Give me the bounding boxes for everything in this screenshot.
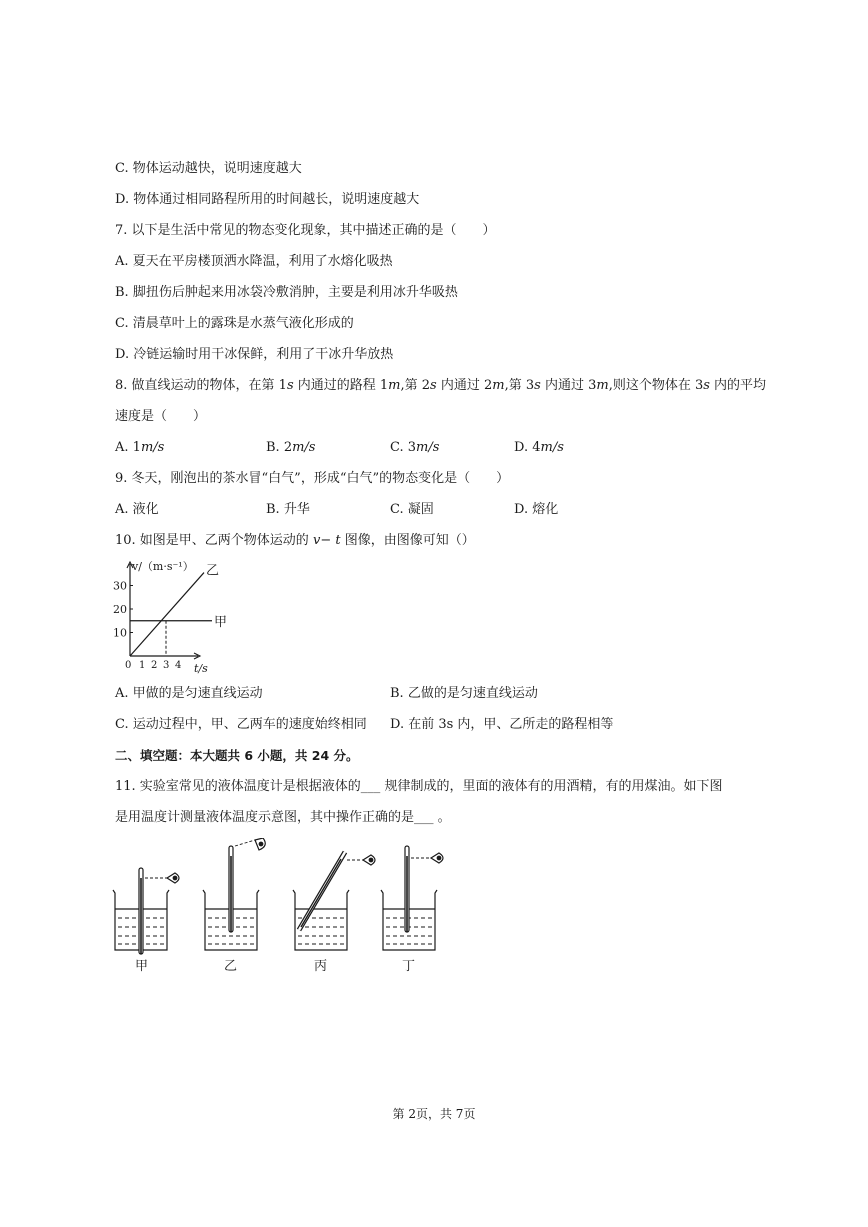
- q8-stem-text: 内通过的路程 1: [293, 378, 389, 393]
- beaker-bing: [293, 852, 375, 950]
- section-heading: 二、填空题：本大题共 6 小题，共 24 分。: [115, 748, 359, 763]
- q10-stem-text: 图像，由图像可知（）: [344, 533, 475, 548]
- option-text: A. 1: [115, 440, 141, 455]
- q8-stem-line2: 速度是（ ）: [115, 409, 207, 424]
- q8-stem-text: 内通过 2: [436, 378, 493, 393]
- q7-option-d: D. 冷链运输时用干冰保鲜，利用了干冰升华放热: [115, 347, 394, 362]
- x-axis-label: t/s: [194, 662, 208, 675]
- unit-ms: m/s: [416, 440, 440, 455]
- unit-s: s: [286, 378, 294, 393]
- q10-option-a: A. 甲做的是匀速直线运动: [115, 686, 263, 701]
- x-tick-label: 3: [163, 660, 170, 671]
- q8-option-d: [514, 439, 564, 457]
- q9-option-b: B. 升华: [266, 502, 310, 517]
- unit-m: m: [596, 378, 609, 393]
- x-tick-label: 2: [151, 660, 158, 671]
- q6-option-d: D. 物体通过相同路程所用的时间越长，说明速度越大: [115, 192, 420, 207]
- q7-option-a: A. 夏天在平房楼顶洒水降温，利用了水熔化吸热: [115, 254, 393, 269]
- vt-chart: [110, 558, 250, 678]
- unit-s: s: [703, 378, 710, 393]
- label-jia: 甲: [135, 959, 149, 974]
- q7-option-c: C. 清晨草叶上的露珠是水蒸气液化形成的: [115, 316, 354, 331]
- q8-stem-text: ,则这个物体在 3: [608, 378, 704, 393]
- q8-stem-text: 8. 做直线运动的物体，在第 1: [115, 378, 287, 393]
- unit-s: s: [534, 378, 541, 393]
- var-v: v: [312, 533, 321, 548]
- y-tick-label: 20: [113, 603, 127, 616]
- series-label-jia: 甲: [214, 614, 228, 630]
- page-footer: 第 2页，共 7页: [392, 1107, 476, 1121]
- q8-option-c: [390, 439, 439, 457]
- label-ding: 丁: [402, 959, 416, 974]
- q9-stem: 9. 冬天，刚泡出的茶水冒“白气”，形成“白气”的物态变化是（ ）: [115, 471, 510, 486]
- q11-line2: 是用温度计测量液体温度示意图，其中操作正确的是___ 。: [115, 810, 451, 825]
- unit-ms: m/s: [540, 440, 564, 455]
- y-axis-label: v/（m·s⁻¹）: [132, 560, 194, 573]
- x-tick-label: 0: [125, 660, 132, 671]
- q7-stem: 7. 以下是生活中常见的物态变化现象，其中描述正确的是（ ）: [115, 223, 496, 238]
- q9-option-c: C. 凝固: [390, 502, 434, 517]
- unit-ms: m/s: [140, 440, 165, 455]
- q8-stem-text: 内通过 3: [540, 378, 597, 393]
- q10-option-c: C. 运动过程中，甲、乙两车的速度始终相同: [115, 717, 367, 732]
- q8-stem-text: 内的平均: [709, 378, 767, 393]
- x-tick-label: 1: [139, 660, 146, 671]
- var-t: t: [335, 533, 341, 548]
- q9-option-d: D. 熔化: [514, 502, 559, 517]
- q10-stem: [115, 532, 475, 550]
- unit-s: s: [430, 378, 437, 393]
- unit-ms: m/s: [292, 440, 316, 455]
- beaker-yi: [203, 838, 265, 950]
- q8-stem-text: ,第 2: [400, 378, 431, 393]
- q6-option-c: C. 物体运动越快，说明速度越大: [115, 161, 302, 176]
- q10-stem-text: 10. 如图是甲、乙两个物体运动的: [115, 533, 309, 548]
- beaker-ding: [381, 846, 443, 950]
- unit-m: m: [388, 378, 401, 393]
- x-tick-label: 4: [175, 660, 182, 671]
- beaker-jia: [113, 868, 179, 954]
- series-label-yi: 乙: [206, 563, 220, 579]
- y-tick-label: 10: [113, 626, 127, 640]
- q8-option-a: [115, 439, 164, 457]
- thermometer-figure: [105, 838, 465, 978]
- label-yi: 乙: [224, 959, 238, 974]
- q8-stem-text: ,第 3: [504, 378, 535, 393]
- q11-line1: 11. 实验室常见的液体温度计是根据液体的___ 规律制成的，里面的液体有的用酒精，有的用煤油。如下图: [115, 779, 723, 794]
- option-text: C. 3: [390, 440, 417, 455]
- series-line-yi: [130, 573, 204, 656]
- option-text: B. 2: [266, 440, 293, 455]
- label-bing: 丙: [314, 959, 328, 974]
- y-tick-label: 30: [113, 579, 127, 593]
- option-text: D. 4: [514, 440, 541, 455]
- dash: −: [320, 533, 332, 548]
- q8-stem: [115, 377, 766, 395]
- q9-option-a: A. 液化: [115, 502, 159, 517]
- unit-m: m: [492, 378, 505, 393]
- q7-option-b: B. 脚扭伤后肿起来用冰袋冷敷消肿，主要是利用冰升华吸热: [115, 285, 458, 300]
- q10-option-b: B. 乙做的是匀速直线运动: [390, 686, 538, 701]
- q8-option-b: [266, 439, 315, 457]
- q10-option-d: D. 在前 3s 内，甲、乙所走的路程相等: [390, 717, 614, 732]
